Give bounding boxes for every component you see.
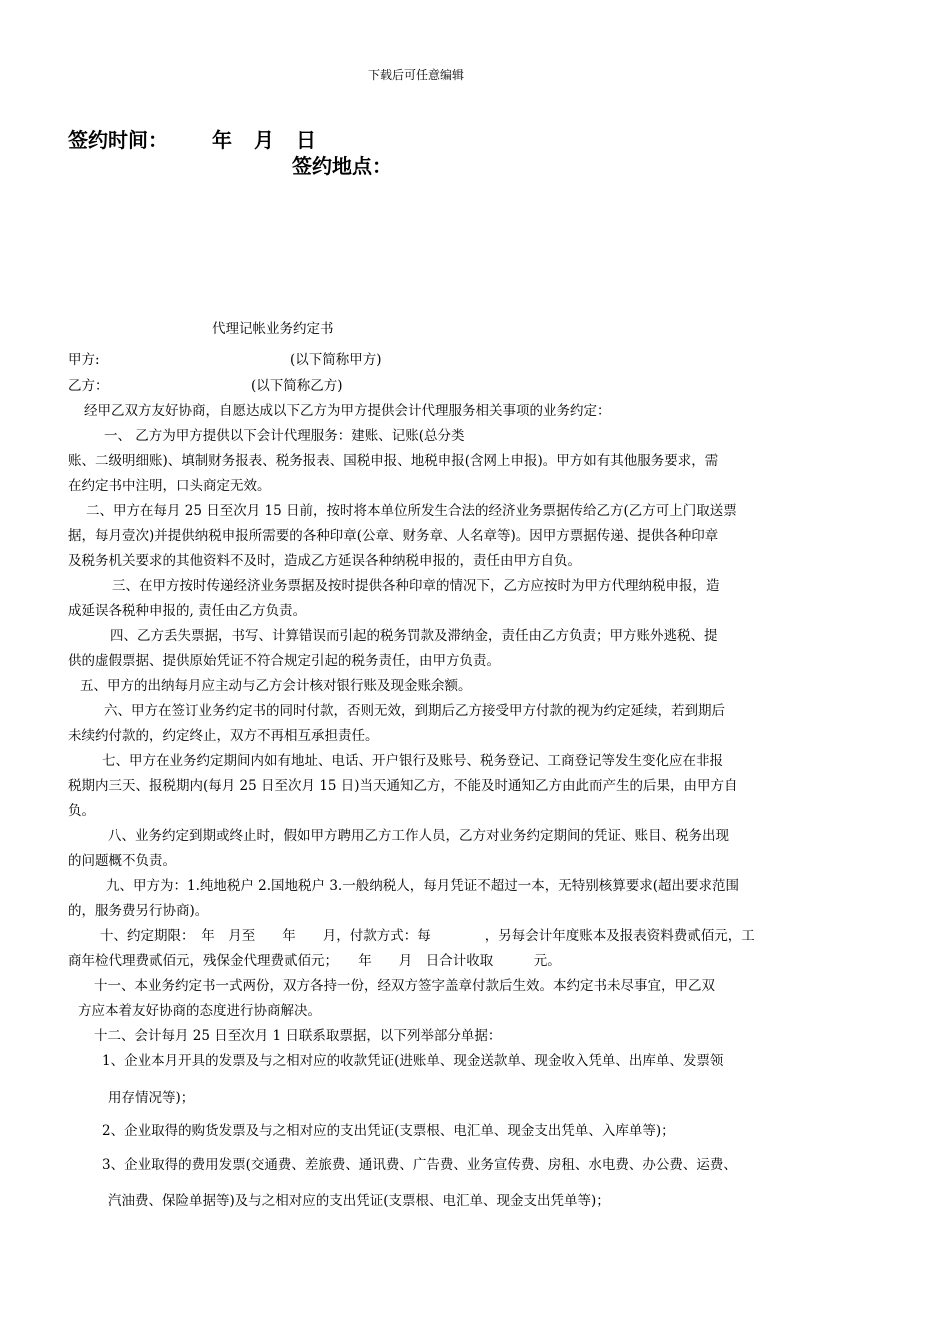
sign-year: 年 [212,128,232,152]
clause-8-line-2: 的问题概不负责。 [68,853,176,869]
clause-2-line-3: 及税务机关要求的其他资料不及时，造成乙方延误各种纳税申报的，责任由甲方自负。 [68,553,581,569]
intro-paragraph: 经甲乙双方友好协商，自愿达成以下乙方为甲方提供会计代理服务相关事项的业务约定： [84,403,611,419]
clause-7-line-1: 七、甲方在业务约定期间内如有地址、电话、开户银行及账号、税务登记、工商登记等发生变化应在非报 [102,753,723,769]
sign-place-label: 签约地点： [292,154,392,178]
clause-10-line-2: 商年检代理费贰佰元，残保金代理费贰佰元； 年 月 日合计收取 元。 [68,953,561,969]
clause-7-line-3: 负。 [68,803,95,819]
clause-11-line-2: 方应本着友好协商的态度进行协商解决。 [78,1003,321,1019]
party-b-label: 乙方： [68,378,109,394]
clause-1-line-3: 在约定书中注明，口头商定无效。 [68,478,271,494]
clause-10-line-1: 十、约定期限： 年 月至 年 月，付款方式：每 ，另每会计年度账本及报表资料费贰佰元，工 [100,928,755,944]
sign-time-line [68,124,316,153]
party-b-note: (以下简称乙方) [251,378,343,394]
clause-4-line-2: 供的虚假票据、提供原始凭证不符合规定引起的税务责任，由甲方负责。 [68,653,500,669]
clause-2-line-1: 二、甲方在每月 25 日至次月 15 日前，按时将本单位所发生合法的经济业务票据传给乙方(乙方可上门取送票 [86,503,737,519]
list-item-3-line-2: 汽油费、保险单据等)及与之相对应的支出凭证(支票根、电汇单、现金支出凭单等)； [108,1193,610,1209]
clause-6-line-1: 六、甲方在签订业务约定书的同时付款，否则无效，到期后乙方接受甲方付款的视为约定延续，若到期后 [104,703,725,719]
clause-1-line-2: 账、二级明细账)、填制财务报表、税务报表、国税申报、地税申报(含网上申报)。甲方如有其他服务要求，需 [68,453,719,469]
clause-4-line-1: 四、乙方丢失票据，书写、计算错误而引起的税务罚款及滞纳金，责任由乙方负责；甲方账外逃税、提 [110,628,718,644]
clause-12-intro: 十二、会计每月 25 日至次月 1 日联系取票据，以下列举部分单据： [94,1028,502,1044]
list-item-1-line-2: 用存情况等)； [108,1090,195,1106]
party-a-note: (以下简称甲方) [290,352,382,368]
document-title: 代理记帐业务约定书 [212,321,334,337]
list-item-1-line-1: 1、企业本月开具的发票及与之相对应的收款凭证(进账单、现金送款单、现金收入凭单、出库单、发票领 [102,1053,724,1069]
clause-1-line-1: 一、 乙方为甲方提供以下会计代理服务：建账、记账(总分类 [104,428,465,444]
page-header: 下载后可任意编辑 [368,68,465,82]
clause-6-line-2: 未续约付款的，约定终止，双方不再相互承担责任。 [68,728,379,744]
list-item-3-line-1: 3、企业取得的费用发票(交通费、差旅费、通讯费、广告费、业务宣传费、房租、水电费、办公费、运费、 [102,1157,737,1173]
party-a-label: 甲方: [68,352,100,368]
clause-2-line-2: 据，每月壹次)并提供纳税申报所需要的各种印章(公章、财务章、人名章等)。因甲方票据传递、提供各种印章 [68,528,719,544]
clause-8-line-1: 八、业务约定到期或终止时，假如甲方聘用乙方工作人员，乙方对业务约定期间的凭证、账目、税务出现 [108,828,729,844]
sign-month: 月 [254,128,274,152]
clause-3-line-1: 三、在甲方按时传递经济业务票据及按时提供各种印章的情况下，乙方应按时为甲方代理纳税申报，造 [112,578,720,594]
clause-3-line-2: 成延误各税种申报的, 责任由乙方负责。 [68,603,307,619]
sign-time-label: 签约时间： [68,128,168,152]
clause-9-line-1: 九、甲方为：1.纯地税户 2.国地税户 3.一般纳税人，每月凭证不超过一本，无特别核算要求(超出要求范围 [106,878,739,894]
clause-11-line-1: 十一、本业务约定书一式两份，双方各持一份，经双方签字盖章付款后生效。本约定书未尽事宜，甲乙双 [94,978,715,994]
clause-7-line-2: 税期内三天、报税期内(每月 25 日至次月 15 日)当天通知乙方，不能及时通知乙方由此而产生的后果，由甲方自 [68,778,738,794]
clause-9-line-2: 的，服务费另行协商)。 [68,903,209,919]
sign-day: 日 [296,128,316,152]
clause-5: 五、甲方的出纳每月应主动与乙方会计核对银行账及现金账余额。 [80,678,472,694]
list-item-2: 2、企业取得的购货发票及与之相对应的支出凭证(支票根、电汇单、现金支出凭单、入库单等)； [102,1123,675,1139]
